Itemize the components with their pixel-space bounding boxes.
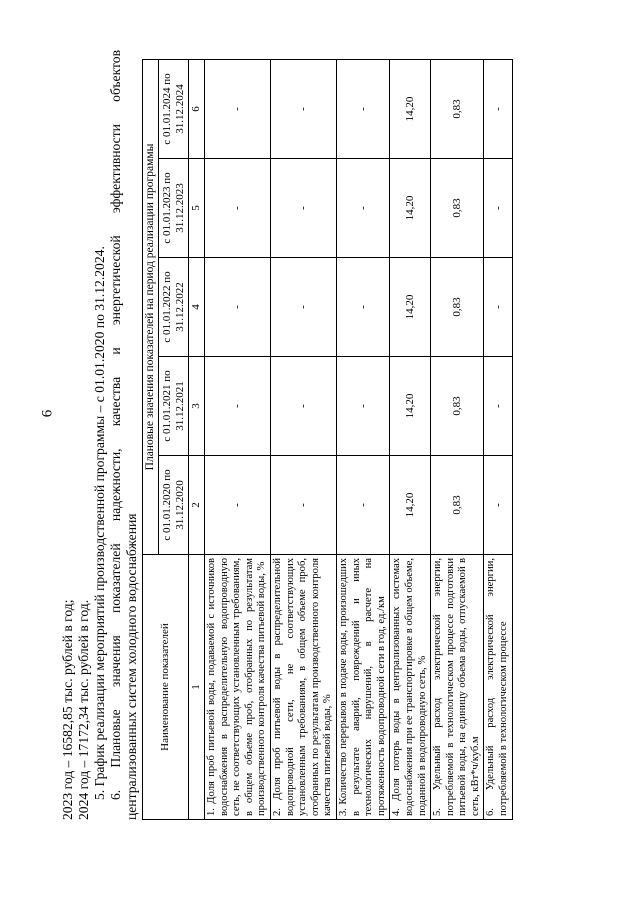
- indicator-name: 4. Доля потерь воды в централизованных системах водоснабжения при ее транспортировке в общем объеме, поданной в водопроводную сеть, %: [390, 555, 431, 820]
- indicator-value: -: [270, 456, 336, 555]
- indicator-value: 0,83: [431, 357, 484, 456]
- indicator-value: -: [270, 357, 336, 456]
- column-number: 2: [189, 456, 205, 555]
- indicator-value: 14,20: [390, 159, 431, 258]
- indicator-value: -: [484, 258, 512, 357]
- indicator-value: -: [270, 258, 336, 357]
- column-header-name: Наименование показателей: [143, 555, 189, 820]
- period-header: с 01.01.2023 по 31.12.2023: [159, 159, 189, 258]
- indicators-heading: 6. Плановые значения показателей надежности, качества и энергетической эффективности объектов: [108, 50, 123, 800]
- column-number: 6: [189, 59, 205, 158]
- indicators-heading-cont: централизованных систем холодного водоснабжения: [124, 513, 139, 820]
- table-row: [205, 59, 271, 819]
- indicator-value: -: [336, 456, 389, 555]
- indicator-value: 14,20: [390, 59, 431, 158]
- indicator-value: -: [336, 159, 389, 258]
- period-header: с 01.01.2020 по 31.12.2020: [159, 456, 189, 555]
- indicator-name: 6. Удельный расход электрической энергии, потребляемой в технологическом процессе: [484, 555, 512, 820]
- table-row: [390, 59, 431, 819]
- indicator-value: 0,83: [431, 59, 484, 158]
- indicators-table: [142, 59, 513, 820]
- indicator-value: -: [336, 258, 389, 357]
- cost-2023-line: 2023 год – 16582,85 тыс. рублей в год;: [60, 599, 75, 820]
- indicator-name: 3. Количество перерывов в подаче воды, произошедших в результате аварий, повреждений и иных технологических нарушений, в расчете на протяженность водопроводной сети в год, ед./км: [336, 555, 389, 820]
- indicator-value: -: [205, 357, 271, 456]
- indicator-value: -: [484, 456, 512, 555]
- column-number: 5: [189, 159, 205, 258]
- indicator-value: -: [484, 357, 512, 456]
- indicator-value: 14,20: [390, 456, 431, 555]
- column-number: 4: [189, 258, 205, 357]
- indicator-value: -: [484, 59, 512, 158]
- indicator-value: 0,83: [431, 258, 484, 357]
- column-number: 3: [189, 357, 205, 456]
- indicator-value: -: [205, 456, 271, 555]
- indicator-value: -: [336, 357, 389, 456]
- table-row: [336, 59, 389, 819]
- indicator-value: -: [205, 159, 271, 258]
- indicator-value: -: [205, 258, 271, 357]
- indicator-value: -: [205, 59, 271, 158]
- period-header: с 01.01.2021 по 31.12.2021: [159, 357, 189, 456]
- indicator-value: 0,83: [431, 159, 484, 258]
- table-row: [270, 59, 336, 819]
- column-number: 1: [189, 555, 205, 820]
- indicator-name: 2. Доля проб питьевой воды в распределительной водопроводной сети, не соответствующих установленным требованиям, в общем объеме проб, отобранных по результатам производственного контроля качества питьевой воды, %: [270, 555, 336, 820]
- indicator-value: -: [270, 59, 336, 158]
- column-header-plan: Плановые значения показателей на период реализации программы: [143, 59, 159, 554]
- indicator-value: 14,20: [390, 258, 431, 357]
- schedule-item: 5. График реализации мероприятий производственной программы – с 01.01.2020 по 31.12.2024.: [92, 246, 107, 800]
- table-row: [431, 59, 484, 819]
- indicator-name: 1. Доля проб питьевой воды, подаваемой с источников водоснабжения в распределительную водопроводную сеть, не соответствующих установленным требованиям, в общем объеме проб, отобранных по результатам производственного контроля качества питьевой воды, %: [205, 555, 271, 820]
- period-header: с 01.01.2022 по 31.12.2022: [159, 258, 189, 357]
- indicator-value: 0,83: [431, 456, 484, 555]
- indicator-value: -: [484, 159, 512, 258]
- page-number: 6: [39, 409, 56, 418]
- indicator-value: 14,20: [390, 357, 431, 456]
- intro-text: [60, 50, 140, 820]
- cost-2024-line: 2024 год – 17172,34 тыс. рублей в год.: [76, 599, 91, 820]
- indicator-name: 5. Удельный расход электрической энергии, потребляемой в технологическом процессе подготовки питьевой воды, на единицу объема воды, отпускаемой в сеть, кВт*ч/куб.м: [431, 555, 484, 820]
- table-row: [484, 59, 512, 819]
- period-header: с 01.01.2024 по 31.12.2024: [159, 59, 189, 158]
- indicator-value: -: [336, 59, 389, 158]
- indicator-value: -: [270, 159, 336, 258]
